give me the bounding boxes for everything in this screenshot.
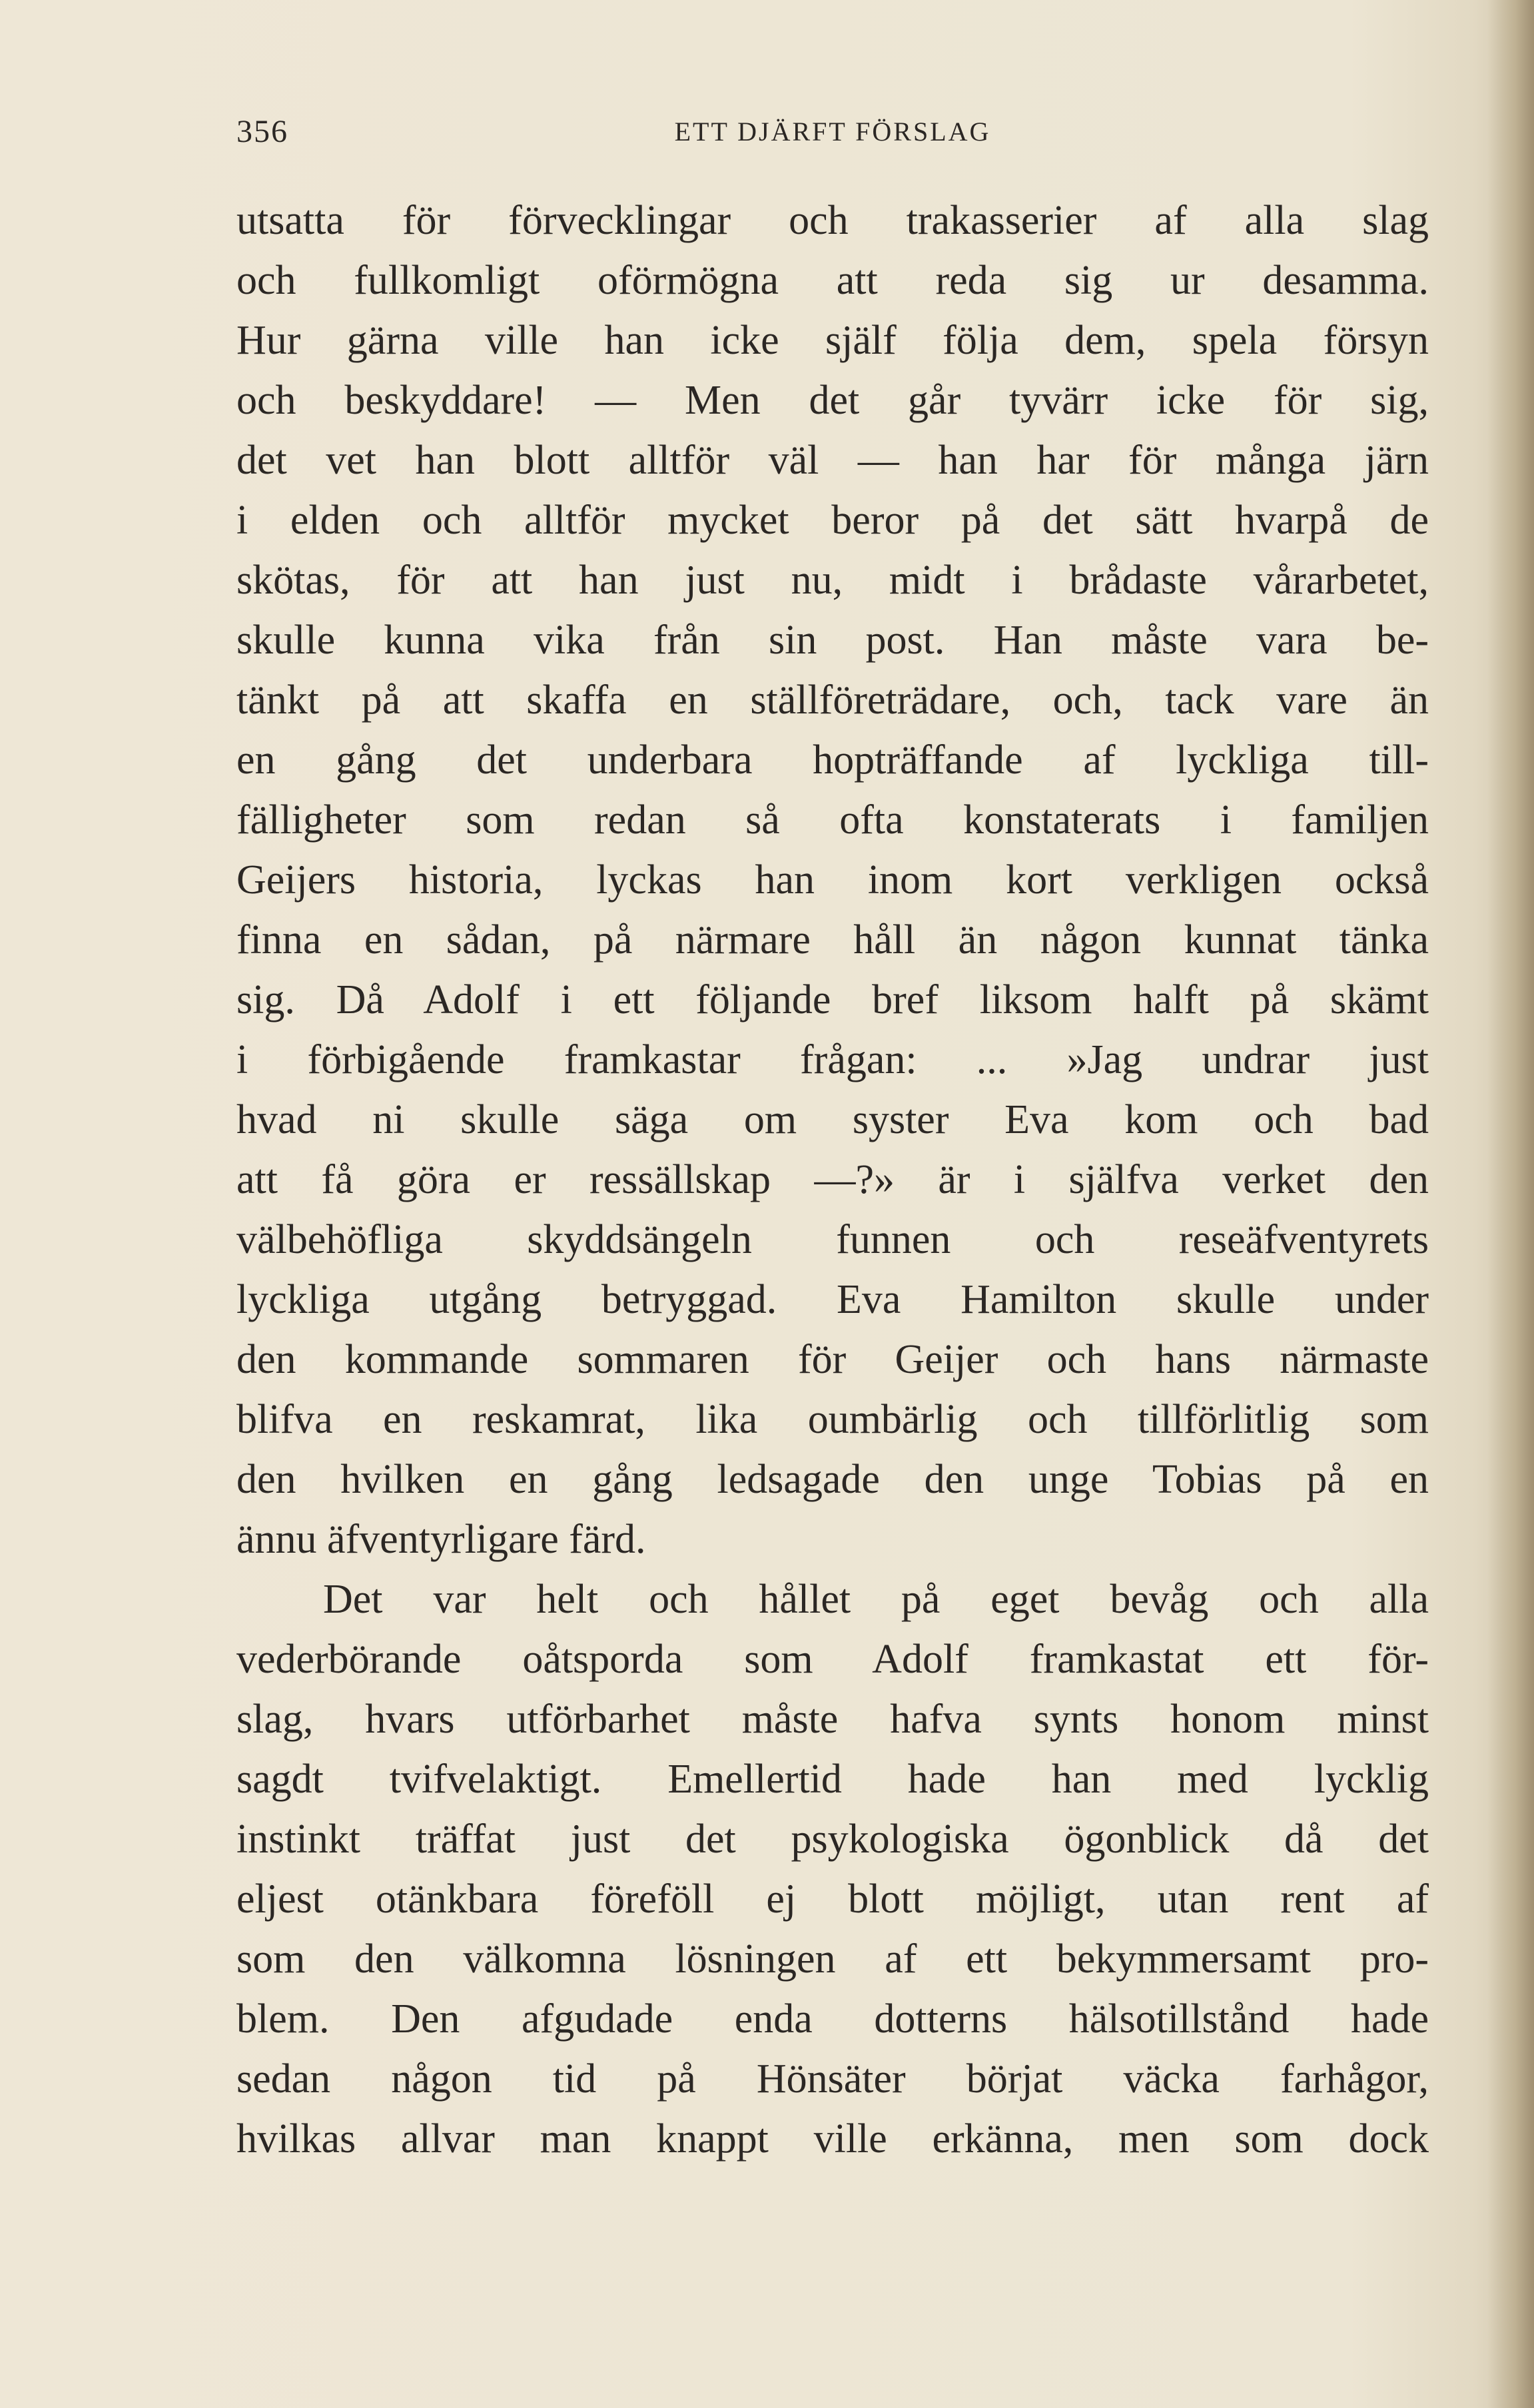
text-line: en gång det underbara hopträffande af lyckliga till- bbox=[236, 737, 1429, 783]
text-line: vederbörande oåtsporda som Adolf framkastat ett för- bbox=[236, 1637, 1429, 1682]
text-line: att få göra er ressällskap —?» är i själfva verket den bbox=[236, 1157, 1429, 1202]
text-line: hvad ni skulle säga om syster Eva kom och bad bbox=[236, 1097, 1429, 1142]
text-line: den hvilken en gång ledsagade den unge Tobias på en bbox=[236, 1457, 1429, 1502]
text-line: Hur gärna ville han icke själf följa dem, spela försyn bbox=[236, 318, 1429, 363]
body-text bbox=[236, 191, 1429, 2169]
text-line: i elden och alltför mycket beror på det sätt hvarpå de bbox=[236, 498, 1429, 543]
text-line: finna en sådan, på närmare håll än någon kunnat tänka bbox=[236, 917, 1429, 963]
text-line: Geijers historia, lyckas han inom kort verkligen också bbox=[236, 857, 1429, 903]
paragraph-2 bbox=[236, 1569, 1429, 2169]
text-line: eljest otänkbara föreföll ej blott möjligt, utan rent af bbox=[236, 1876, 1429, 1922]
text-line: skulle kunna vika från sin post. Han måste vara be- bbox=[236, 617, 1429, 663]
text-line: välbehöfliga skyddsängeln funnen och reseäfventyrets bbox=[236, 1217, 1429, 1262]
text-line: utsatta för förvecklingar och trakasserier af alla slag bbox=[236, 198, 1429, 243]
text-line: instinkt träffat just det psykologiska ögonblick då det bbox=[236, 1816, 1429, 1862]
text-line: och beskyddare! — Men det går tyvärr icke för sig, bbox=[236, 378, 1429, 423]
text-line: i förbigående framkastar frågan: ... »Jag undrar just bbox=[236, 1037, 1429, 1082]
text-line: sig. Då Adolf i ett följande bref liksom halft på skämt bbox=[236, 977, 1429, 1022]
paragraph-1 bbox=[236, 191, 1429, 1569]
page-number: 356 bbox=[236, 114, 288, 149]
text-line: den kommande sommaren för Geijer och hans närmaste bbox=[236, 1337, 1429, 1382]
text-line: det vet han blott alltför väl — han har för många järn bbox=[236, 438, 1429, 483]
text-line: som den välkomna lösningen af ett bekymmersamt pro- bbox=[236, 1936, 1429, 1982]
page-edge-shadow bbox=[1487, 0, 1534, 2408]
text-line: Det var helt och hållet på eget bevåg och alla bbox=[323, 1577, 1429, 1622]
text-line: hvilkas allvar man knappt ville erkänna, men som dock bbox=[236, 2116, 1429, 2162]
text-line: tänkt på att skaffa en ställföreträdare, och, tack vare än bbox=[236, 677, 1429, 723]
page-header bbox=[236, 112, 1429, 152]
text-line: sagdt tvifvelaktigt. Emellertid hade han med lycklig bbox=[236, 1757, 1429, 1802]
text-line: och fullkomligt oförmögna att reda sig ur desamma. bbox=[236, 258, 1429, 303]
text-line: lyckliga utgång betryggad. Eva Hamilton skulle under bbox=[236, 1277, 1429, 1322]
text-line: slag, hvars utförbarhet måste hafva synts honom minst bbox=[236, 1697, 1429, 1742]
text-line: blifva en reskamrat, lika oumbärlig och tillförlitlig som bbox=[236, 1397, 1429, 1442]
text-line: sedan någon tid på Hönsäter börjat väcka farhågor, bbox=[236, 2056, 1429, 2102]
running-title: ETT DJÄRFT FÖRSLAG bbox=[674, 117, 991, 147]
text-line: blem. Den afgudade enda dotterns hälsotillstånd hade bbox=[236, 1996, 1429, 2042]
text-line: ännu äfventyrligare färd. bbox=[236, 1517, 646, 1562]
text-line: skötas, för att han just nu, midt i brådaste vårarbetet, bbox=[236, 558, 1429, 603]
text-line: fälligheter som redan så ofta konstaterats i familjen bbox=[236, 797, 1429, 843]
